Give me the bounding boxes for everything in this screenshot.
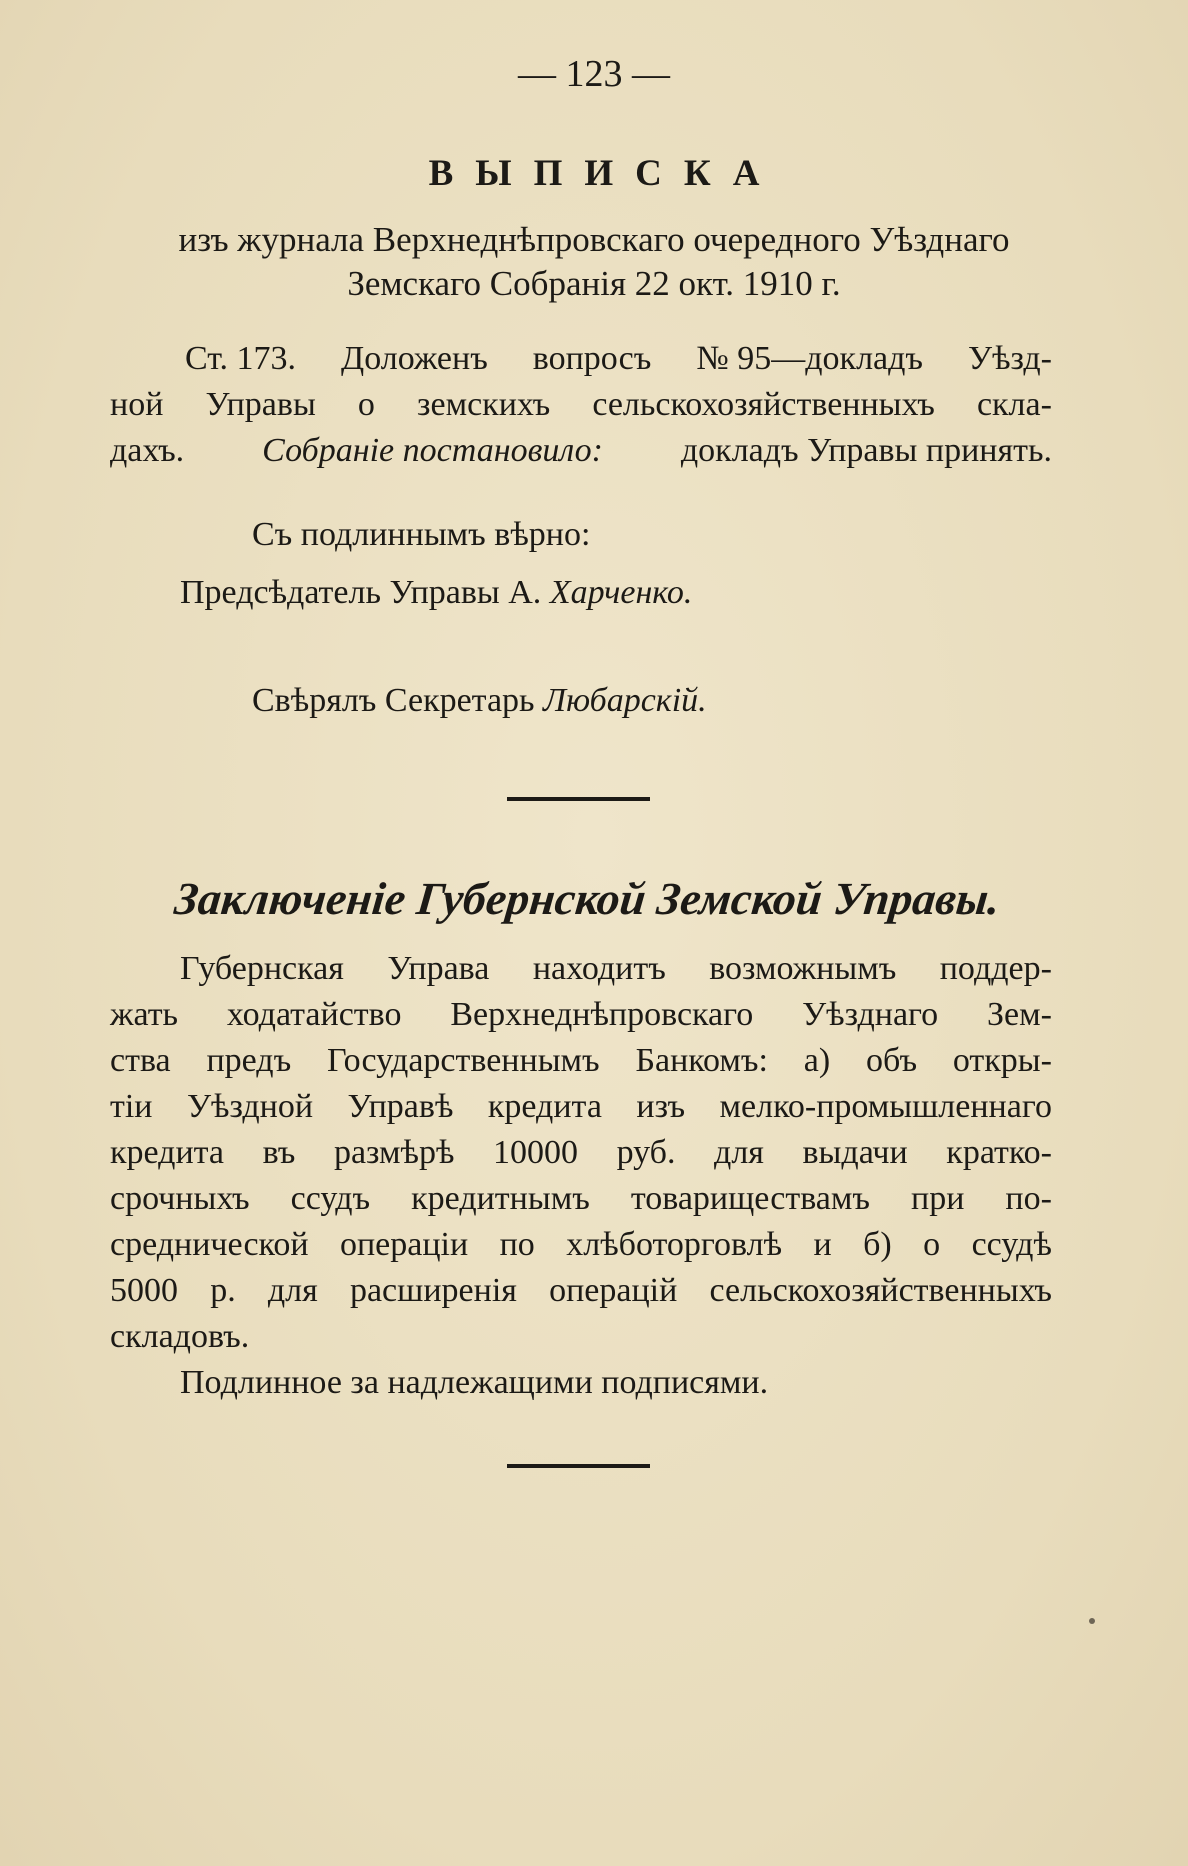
conclusion-line-9: складовъ. [110,1318,250,1355]
verified-line: Съ подлиннымъ вѣрно: [252,516,591,553]
conclusion-line-8: 5000 р. для расширенія операцій сельскохозяйственныхъ [110,1272,1052,1309]
divider-bottom [507,1464,650,1468]
subtitle-line-1: изъ журнала Верхнеднѣпровскаго очередного Уѣзднаго [178,220,1010,259]
conclusion-line-4: тіи Уѣздной Управѣ кредита изъ мелко-промышленнаго [110,1088,1052,1125]
article-line-2: ной Управы о земскихъ сельскохозяйственныхъ скла- [110,386,1052,423]
chairman-name: Харченко. [549,574,693,611]
conclusion-heading: Заключеніе Губернской Земской Управы. [172,873,1003,924]
conclusion-line-7: среднической операціи по хлѣботорговлѣ и б) о ссудѣ [110,1226,1052,1263]
document-title: ВЫПИСКА [428,153,782,194]
closing-note: Подлинное за надлежащими подписями. [180,1364,769,1401]
chairman-line: Предсѣдатель Управы А. Харченко. [180,574,693,611]
page-number: — 123 — [518,53,670,95]
secretary-name: Любарскій. [543,682,707,719]
conclusion-line-6: срочныхъ ссудъ кредитнымъ товариществамъ при по- [110,1180,1052,1217]
paper-speck [1089,1618,1095,1624]
article-line-1: Ст. 173. Доложенъ вопросъ № 95—докладъ Уѣзд- [185,340,1052,377]
divider-top [507,797,650,801]
subtitle-line-2: Земскаго Собранія 22 окт. 1910 г. [347,264,841,303]
conclusion-line-5: кредита въ размѣрѣ 10000 руб. для выдачи кратко- [110,1134,1052,1171]
article-line-3: дахъ. Собраніе постановило: докладъ Управы принять. [110,432,1052,469]
conclusion-line-2: жать ходатайство Верхнеднѣпровскаго Уѣзднаго Зем- [110,996,1052,1033]
resolution-phrase: Собраніе постановило: [262,432,603,469]
conclusion-line-3: ства предъ Государственнымъ Банкомъ: а) объ откры- [110,1042,1052,1079]
secretary-line: Свѣрялъ Секретарь Любарскій. [252,682,707,719]
conclusion-line-1: Губернская Управа находитъ возможнымъ поддер- [180,950,1052,987]
